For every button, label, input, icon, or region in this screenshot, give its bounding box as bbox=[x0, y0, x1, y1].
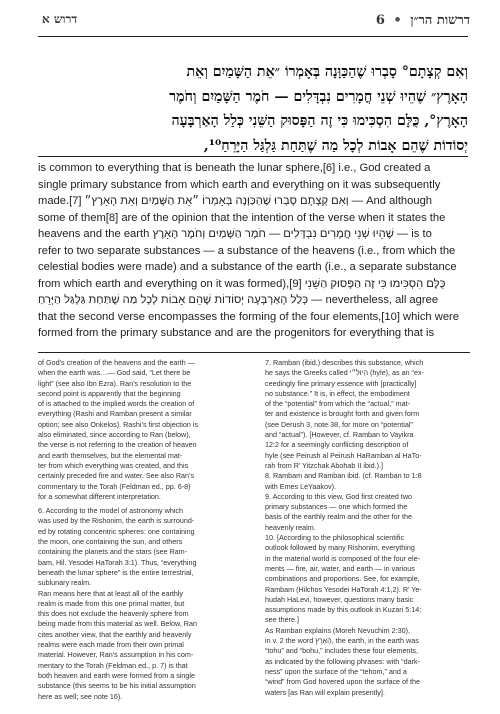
note-line: material. However, Ran’s assumption in his com- bbox=[38, 650, 194, 660]
note-line: 12:2 for a seemingly conflicting description of bbox=[265, 440, 409, 450]
translation-text bbox=[38, 160, 470, 342]
note-line: of God’s creation of the heavens and the earth — bbox=[38, 358, 195, 367]
note-line: (see Derush 3, note 38, for more on “potential” bbox=[265, 419, 413, 429]
note-line: with Emes LeYaakov). bbox=[265, 481, 336, 491]
note-line: see there.] bbox=[265, 615, 299, 625]
note-line: the moon, one containing the sun, and others bbox=[38, 537, 183, 547]
hebrew-line: יְסוֹדוֹת שֶׁהֵם אָבוֹת לְכָל מַה שֶׁתַּחַת גַּלְגַּל הַיָּרֵחַ¹⁰, bbox=[203, 137, 468, 154]
note-line: 7. Ramban (ibid.) describes this substance, which bbox=[265, 358, 424, 367]
hebrew-source-text bbox=[40, 60, 468, 158]
note-line: light” (see also Ibn Ezra). Ran’s resolution to the bbox=[38, 378, 192, 388]
translation-line: single primary substance from which earth and everything on it was subsequently bbox=[38, 178, 441, 191]
note-line: ter from which everything was created, and this bbox=[38, 460, 189, 470]
note-line: and earth themselves, but the elemental mat- bbox=[38, 450, 183, 460]
note-line: hudah HaLevi, however, questions many basic bbox=[265, 594, 414, 604]
note-line: this does not exclude the heavenly sphere from bbox=[38, 609, 189, 619]
translation-line: from which earth and everything on it was formed),[9] כֻּלָּם הִסְכִּימוּ כִּי זֶה הַפָּסוּק הַשֵּׁנִי bbox=[38, 277, 446, 290]
hebrew-line: הָאָרֶץ°, כֻּלָּם הִסְכִּימוּ כִּי זֶה הַפָּסוּק הַשֵּׁנִי כְּלַל הָאַרְבָּעָה bbox=[171, 113, 468, 129]
book-title: דרשות הר״ן bbox=[410, 13, 470, 28]
note-line: realm is made from this one primal matter, but bbox=[38, 598, 185, 608]
translation-line: is common to everything that is beneath the lunar sphere,[6] i.e., God created a bbox=[38, 162, 431, 174]
footnotes-left-column bbox=[38, 358, 243, 702]
note-line: certainly preceded fire and water. See also Ran’s bbox=[38, 471, 195, 481]
note-line: combinations and proportions. See, for example, bbox=[265, 574, 420, 584]
note-line: he says the Greeks called הִיוּלִ״י (hyle), as an “ex- bbox=[265, 368, 424, 378]
note-line: ness” upon the surface of the “tehom,” and a bbox=[265, 666, 407, 676]
translation-line: כְּלַל הָאַרְבָּעָה יְסוֹדוֹת שֶׁהֵם אָבוֹת לְכָל מַה שֶׁתַּחַת גַּלְגַּל הַיָּרֵחַ — nevertheless, all agree bbox=[38, 294, 439, 306]
note-line: outlook followed by many Rishonim, everything bbox=[265, 543, 415, 553]
note-line: ed by rotating concentric spheres: one containing bbox=[38, 526, 195, 536]
note-line: Rambam (Hilchos Yesodei HaTorah 4:1,2). R’ Ye- bbox=[265, 584, 422, 594]
note-line: As Ramban explains (Moreh Nevuchim 2:30), bbox=[265, 625, 411, 635]
translation-line: heavens and the earth שֶׁהֵיוּ שְׁנֵי חֳמָרִים נִבְדָּלִים — חֹמֶר הַשָּׁמַיִם וְחֹמֶר הָאָרֶץ — is to bbox=[38, 228, 432, 240]
translation-line: formed from the primary substance and are the progenitors for everything that is bbox=[38, 327, 435, 339]
note-line: no substance.” It is, in effect, the embodiment bbox=[265, 388, 410, 398]
note-line: everything (Rashi and Ramban present a similar bbox=[38, 409, 192, 419]
note-line: in v. 2 the word הָאָרֶץ, the earth, in the earth was bbox=[265, 636, 419, 646]
separator: • bbox=[393, 13, 402, 28]
note-line: the verse is not referring to the creation of heaven bbox=[38, 440, 197, 450]
hebrew-rule bbox=[38, 156, 468, 157]
note-line: as indicated by the following phrases: with “dark- bbox=[265, 656, 421, 666]
note-line: for a somewhat different interpretation. bbox=[38, 491, 161, 501]
note-line: 10. [According to the philosophical scientific bbox=[265, 533, 405, 543]
translation-line: made.[7] וְאִם קְצָתָם סָבְרוּ שֶׁהַכַּוָּנָה בְּאָמְרוֹ ״אֵת הַשָּׁמַיִם וְאֵת הָאָרֶץ״ — And although bbox=[38, 195, 433, 207]
note-line: of the “potential” from which the “actual,” mat- bbox=[265, 399, 411, 409]
hebrew-line: וְאִם קְצָתָם° סָבְרוּ שֶׁהַכַּוָּנָה בְּאָמְרוֹ ״אֵת הַשָּׁמַיִם וְאֵת bbox=[186, 64, 468, 80]
note-line: substance (this seems to be his initial assumption bbox=[38, 681, 196, 691]
note-line: mentary to the Torah (Feldman ed., p. 7) is that bbox=[38, 660, 188, 670]
note-line: being made from this material as well. Below, Ran bbox=[38, 619, 197, 629]
note-line: containing the planets and the stars (see Ram- bbox=[38, 547, 188, 557]
note-line: also eliminated, since according to Ran (below), bbox=[38, 430, 191, 440]
note-line: 6. According to the model of astronomy which bbox=[38, 506, 184, 516]
note-line: both heaven and earth were formed from a single bbox=[38, 670, 196, 680]
footnote-rule bbox=[38, 352, 470, 353]
note-line: bam, Hil. Yesodei HaTorah 3:1). Thus, “everything bbox=[38, 557, 197, 567]
note-line: second point is apparently that the beginning bbox=[38, 388, 181, 398]
note-line: assumptions made by this outlook in Kuzari 5:14; bbox=[265, 605, 422, 615]
note-line: rah from R’ Yitzchak Abohab II ibid.).] bbox=[265, 460, 383, 470]
note-line: waters [as Ran will explain presently]. bbox=[265, 687, 385, 697]
note-line: option; see also Onkelos). Rashi’s first objection is bbox=[38, 419, 199, 429]
note-line: here as well; see note 16). bbox=[38, 691, 123, 701]
translation-line: refer to two separate substances — a substance of the heavens (i.e., from which the bbox=[38, 244, 456, 257]
note-line: ceedingly fine primary essence with [practically] bbox=[265, 378, 417, 388]
note-line: commentary to the Torah (Feldman ed., pp. 6-8) bbox=[38, 481, 191, 491]
note-line: sublunary realm. bbox=[38, 578, 92, 588]
translation-line: some of them[8] are of the opinion that the intention of the verse when it states the bbox=[38, 211, 446, 224]
note-line: basis of the earthly realm and the other for the bbox=[265, 512, 413, 522]
note-line: when the earth was…— God said, “Let there be bbox=[38, 368, 191, 378]
translation-line: that the second verse encompasses the forming of the four elements,[10] which were bbox=[38, 310, 460, 323]
note-line: hyle (see Peirush al Peirush HaRamban al HaTo- bbox=[265, 450, 422, 460]
note-line: ments — fire, air, water, and earth — in various bbox=[265, 563, 415, 573]
note-line: 8. Rambam and Ramban ibid. (cf. Ramban to 1:8 bbox=[265, 471, 422, 481]
note-line: primary substances — one which formed the bbox=[265, 502, 408, 512]
translation-line: celestial bodies were made) and a substance of the earth (i.e., a separate substance bbox=[38, 261, 457, 273]
running-head-right bbox=[376, 12, 470, 28]
footnotes-right-column bbox=[265, 358, 470, 698]
note-line: and “actual”). [However, cf. Ramban to Vayikra bbox=[265, 430, 414, 440]
footnotes bbox=[38, 352, 470, 701]
note-line: ter and existence is brought forth and given form bbox=[265, 409, 420, 419]
note-line: heavenly realm. bbox=[265, 522, 316, 532]
note-line: of is attached to the implied words the creation of bbox=[38, 399, 195, 409]
page-header bbox=[0, 0, 500, 40]
note-line: in the material world is composed of the four ele- bbox=[265, 553, 421, 563]
section-title: דרוש א bbox=[42, 12, 78, 26]
note-line: was used by the Rishonim, the earth is surround- bbox=[38, 516, 195, 526]
hebrew-line: הָאָרֶץ״ שֶׁהֵיוּ שְׁנֵי חֳמָרִים נִבְדָּלִים — חֹמֶר הַשָּׁמַיִם וְחֹמֶר bbox=[169, 88, 468, 105]
note-line: “tohu” and “bohu,” includes these four elements, bbox=[265, 646, 419, 656]
page-number: 6 bbox=[375, 13, 385, 28]
note-line: “wind” from God hovered upon the surface of the bbox=[265, 677, 421, 687]
note-line: beneath the lunar sphere” is the entire terrestrial, bbox=[38, 567, 194, 577]
header-rule bbox=[38, 36, 468, 37]
note-line: cites another view, that the earthly and heavenly bbox=[38, 629, 192, 639]
note-line: realms were each made from their own primal bbox=[38, 640, 184, 650]
note-line: 9. According to this view, God first created two bbox=[265, 491, 413, 501]
note-line: Ran means here that at least all of the earthly bbox=[38, 588, 184, 598]
